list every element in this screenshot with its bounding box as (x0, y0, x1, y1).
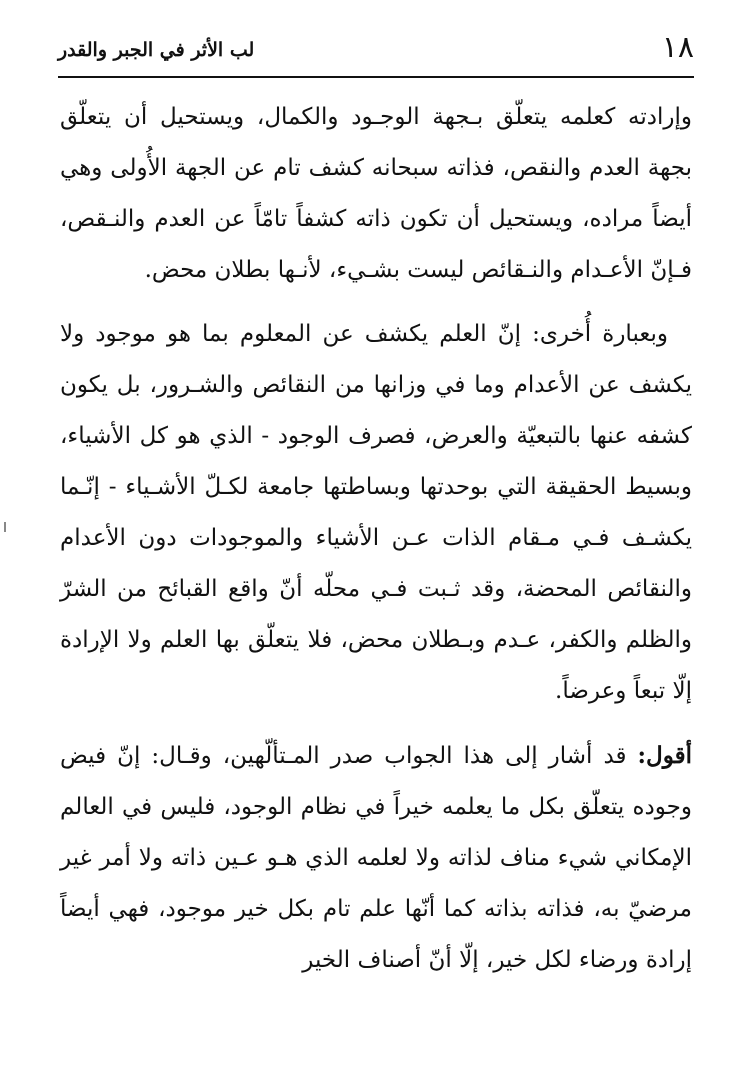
page-header (58, 28, 694, 78)
header-rule (58, 76, 694, 78)
paragraph-3 (60, 730, 692, 986)
paragraph-text: وإرادته كعلمه يتعلّق بـجهة الوجـود والكمال، ويستحيل أن يتعلّق بجهة العدم والنقص، فذاته سبحانه كشف تام عن الجهة الأُولى وهي أيضاً مراده، ويستحيل أن تكون ذاته كشفاً تامّاً عن العدم والنـقص، فـإنّ الأعـدام والنـقائص ليست بشـيء، لأنـها بطلان محض. (60, 104, 692, 283)
page-number: ١٨ (661, 30, 694, 65)
paragraph-text: قد أشار إلى هذا الجواب صدر المـتألّهين، وقـال: إنّ فيض وجوده يتعلّق بكل ما يعلمه خيراً في نظام الوجود، فليس في العالم الإمكاني شيء مناف لذاته ولا لعلمه الذي هـو عـين ذاته ولا أمر غير مرضيّ به، فذاته بذاته كما أنّها علم تام بكل خير موجود، فهي أيضاً إرادة ورضاء لكل خير، إلّا أنّ أصناف الخير (60, 743, 692, 973)
page-body (60, 92, 692, 986)
paragraph-1 (60, 92, 692, 296)
paragraph-lead-word: أقول: (637, 742, 692, 769)
paragraph-2 (60, 309, 692, 717)
paragraph-text: وبعبارة أُخرى: إنّ العلم يكشف عن المعلوم بما هو موجود ولا يكشف عن الأعدام وما في وزانها من النقائص والشـرور، بل يكون كشفه عنها بالتبعيّة والعرض، فصرف الوجود - الذي هو كل الأشياء، وبسيط الحقيقة التي بوحدتها وبساطتها جامعة لكـلّ الأشـياء - إنّـما يكشـف فـي مـقام الذات عـن الأشياء والموجودات دون الأعدام والنقائص المحضة، وقد ثـبت فـي محلّه أنّ واقع القبائح من الشرّ والظلم والكفر، عـدم وبـطلان محض، فلا يتعلّق بها العلم ولا الإرادة إلّا تبعاً وعرضاً. (60, 321, 692, 704)
margin-mark (4, 522, 6, 532)
running-title: لب الأثر في الجبر والقدر (58, 39, 255, 61)
